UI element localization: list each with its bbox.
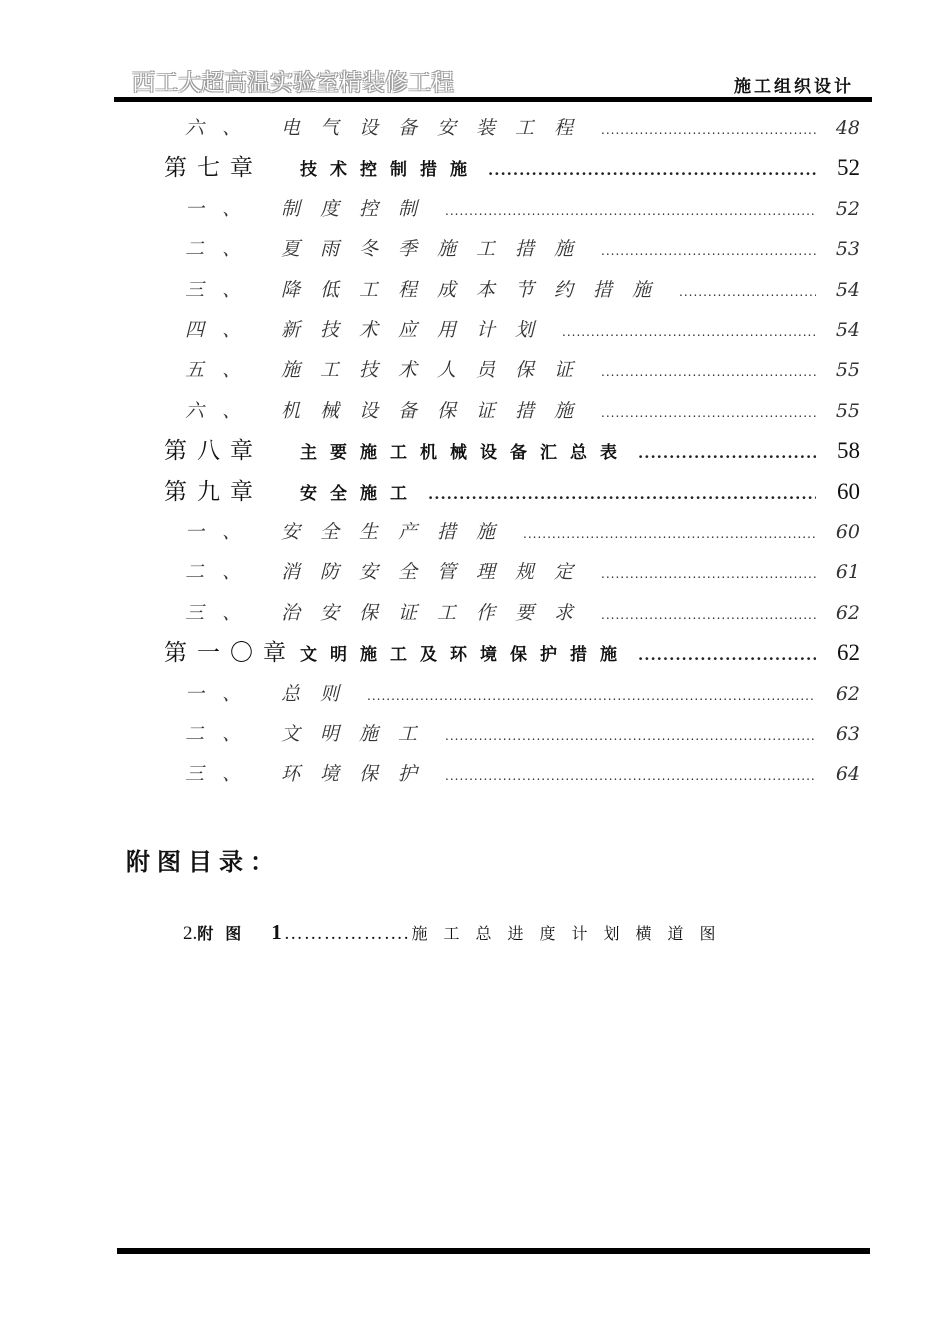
toc-entry-page: 54 <box>835 278 860 301</box>
toc-dot-leader <box>638 635 816 675</box>
toc-entry-page: 58 <box>837 438 860 464</box>
toc-section-entry[interactable] <box>185 189 860 229</box>
toc-entry-number: 第一〇章 <box>164 640 296 667</box>
toc-dot-leader <box>488 150 816 190</box>
toc-dot-leader <box>445 756 816 796</box>
toc-section-entry[interactable] <box>185 714 860 754</box>
toc-entry-title: 电气设备安装工程 <box>281 117 594 139</box>
toc-entry-page: 55 <box>835 399 860 422</box>
toc-entry-page: 60 <box>835 521 860 543</box>
toc-chapter-entry[interactable] <box>164 633 860 673</box>
toc-dot-leader <box>638 433 816 473</box>
toc-entry-title: 主要施工机械设备汇总表 <box>300 443 630 464</box>
toc-dot-leader <box>523 514 816 554</box>
toc-entry-title: 文明施工及环境保护措施 <box>300 645 630 666</box>
toc-entry-number: 二、 <box>185 561 260 584</box>
toc-entry-title: 技术控制措施 <box>300 160 480 181</box>
toc-entry-title: 新技术应用计划 <box>281 319 555 341</box>
figure-item-leader: ………………. <box>283 923 410 944</box>
toc-entry-number: 一、 <box>185 197 260 220</box>
toc-chapter-entry[interactable] <box>164 431 860 471</box>
toc-entry-title: 环境保护 <box>281 763 438 786</box>
toc-entry-title: 文明施工 <box>281 723 438 745</box>
figure-list-heading: 附图目录： <box>126 848 281 876</box>
toc-entry-number: 第八章 <box>164 438 263 465</box>
figure-item-number: 1 <box>271 920 282 944</box>
toc-dot-leader <box>445 191 816 231</box>
header-rule <box>114 97 872 102</box>
toc-entry-number: 三、 <box>185 763 260 786</box>
toc-entry-title: 治安保证工作要求 <box>281 601 594 624</box>
toc-entry-page: 62 <box>835 682 860 705</box>
toc-entry-page: 60 <box>837 478 860 504</box>
toc-entry-number: 六、 <box>185 399 260 422</box>
toc-entry-number: 四、 <box>185 319 260 341</box>
toc-section-entry[interactable] <box>185 512 860 552</box>
toc-dot-leader <box>367 676 816 716</box>
toc-section-entry[interactable] <box>185 754 860 794</box>
toc-section-entry[interactable] <box>185 108 860 148</box>
toc-dot-leader <box>601 554 816 594</box>
toc-dot-leader <box>601 393 816 433</box>
toc-entry-number: 三、 <box>185 601 260 624</box>
footer-rule <box>117 1248 870 1254</box>
toc-entry-page: 63 <box>835 723 860 745</box>
toc-entry-page: 64 <box>835 763 860 786</box>
toc-entry-page: 62 <box>835 601 860 624</box>
toc-entry-page: 55 <box>835 359 860 382</box>
figure-item-index: 2. <box>183 923 198 944</box>
toc-entry-page: 62 <box>837 640 860 666</box>
toc-section-entry[interactable] <box>185 674 860 714</box>
toc-section-entry[interactable] <box>185 229 860 269</box>
toc-entry-page: 48 <box>835 117 860 139</box>
toc-dot-leader <box>601 352 816 392</box>
toc-entry-number: 二、 <box>185 238 260 261</box>
toc-dot-leader <box>679 272 816 312</box>
toc-entry-title: 降低工程成本节约措施 <box>281 278 672 301</box>
toc-section-entry[interactable] <box>185 350 860 390</box>
toc-dot-leader <box>428 474 816 514</box>
toc-dot-leader <box>445 716 816 756</box>
toc-entry-title: 制度控制 <box>281 197 438 220</box>
toc-entry-number: 一、 <box>185 521 260 543</box>
toc-entry-number: 一、 <box>185 682 260 705</box>
toc-entry-title: 总则 <box>281 682 360 705</box>
toc-entry-number: 二、 <box>185 723 260 745</box>
toc-section-entry[interactable] <box>185 310 860 350</box>
toc-entry-number: 三、 <box>185 278 260 301</box>
header-doc-type: 施工组织设计 <box>734 77 854 97</box>
toc-chapter-entry[interactable] <box>164 472 860 512</box>
toc-entry-number: 第九章 <box>164 478 263 505</box>
toc-entry-number: 第七章 <box>164 155 263 182</box>
toc-section-entry[interactable] <box>185 391 860 431</box>
toc-dot-leader <box>601 595 816 635</box>
toc-entry-page: 52 <box>837 155 860 181</box>
toc-entry-title: 施工技术人员保证 <box>281 359 594 382</box>
toc-entry-number: 五、 <box>185 359 260 382</box>
toc-dot-leader <box>562 312 816 352</box>
figure-list-item[interactable] <box>183 920 732 945</box>
toc-entry-title: 消防安全管理规定 <box>281 561 594 584</box>
toc-section-entry[interactable] <box>185 552 860 592</box>
toc-entry-title: 机械设备保证措施 <box>281 399 594 422</box>
toc-entry-page: 54 <box>835 319 860 341</box>
figure-item-title: 施工总进度计划横道图 <box>411 924 732 943</box>
toc-section-entry[interactable] <box>185 593 860 633</box>
toc-entry-page: 53 <box>835 238 860 261</box>
toc-dot-leader <box>601 110 816 150</box>
toc-entry-title: 安全生产措施 <box>281 521 516 543</box>
header-project-title: 西工大超高温实验室精装修工程 <box>132 70 454 96</box>
toc-entry-number: 六、 <box>185 117 260 139</box>
toc-chapter-entry[interactable] <box>164 148 860 188</box>
toc-entry-page: 61 <box>835 561 860 584</box>
toc-entry-title: 夏雨冬季施工措施 <box>281 238 594 261</box>
toc-entry-page: 52 <box>835 197 860 220</box>
figure-item-label: 附图 <box>197 924 254 943</box>
toc-dot-leader <box>601 231 816 271</box>
toc-section-entry[interactable] <box>185 270 860 310</box>
toc-entry-title: 安全施工 <box>300 483 420 504</box>
